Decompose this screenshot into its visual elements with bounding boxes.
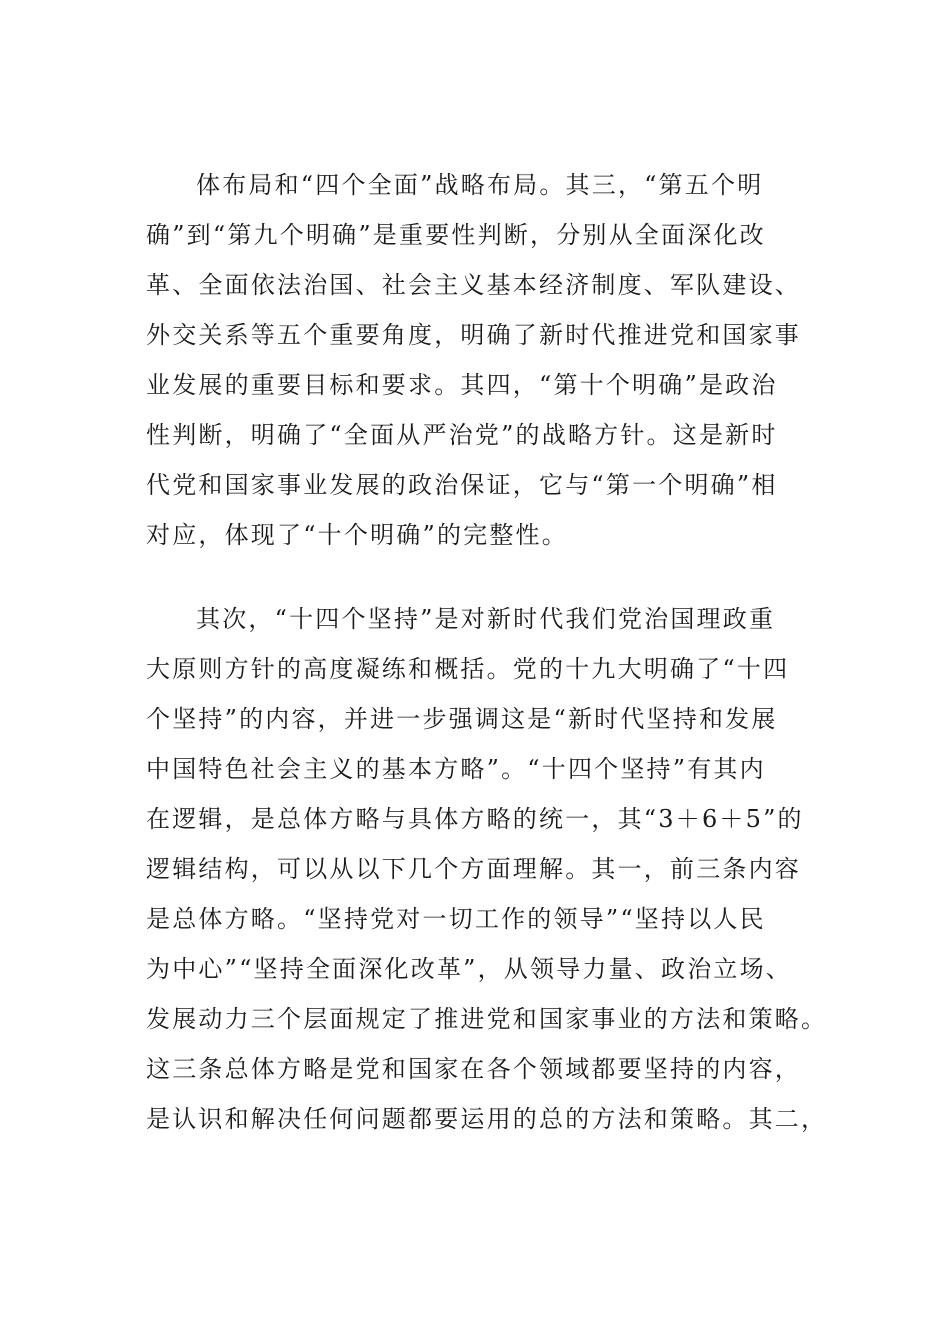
text-line: 个坚持”的内容，并进一步强调这是“新时代坚持和发展 xyxy=(146,705,778,733)
text-line: 性判断，明确了“全面从严治党”的战略方针。这是新时 xyxy=(146,421,778,449)
text-line: 业发展的重要目标和要求。其四，“第十个明确”是政治 xyxy=(146,371,778,399)
text-line: 体布局和“四个全面”战略布局。其三，“第五个明 xyxy=(196,171,764,199)
text-line: 代党和国家事业发展的政治保证，它与“第一个明确”相 xyxy=(146,471,778,499)
text-line: 其次，“十四个坚持”是对新时代我们党治国理政重 xyxy=(196,605,776,633)
text-line: 是总体方略。“坚持党对一切工作的领导”“坚持以人民 xyxy=(146,905,766,933)
text-line: 确”到“第九个明确”是重要性判断，分别从全面深化改 xyxy=(146,221,766,249)
text-line: 这三条总体方略是党和国家在各个领域都要坚持的内容， xyxy=(146,1055,801,1083)
text-line: 革、全面依法治国、社会主义基本经济制度、军队建设、 xyxy=(146,271,801,299)
text-line: 发展动力三个层面规定了推进党和国家事业的方法和策略。 xyxy=(146,1005,828,1033)
text-line: 为中心”“坚持全面深化改革”，从领导力量、政治立场、 xyxy=(146,955,793,983)
text-line: 对应，体现了“十个明确”的完整性。 xyxy=(146,521,568,549)
text-line: 大原则方针的高度凝练和概括。党的十九大明确了“十四 xyxy=(146,655,790,683)
text-line: 中国特色社会主义的基本方略”。“十四个坚持”有其内 xyxy=(146,755,766,783)
text-line: 逻辑结构，可以从以下几个方面理解。其一，前三条内容 xyxy=(146,855,801,883)
text-line: 是认识和解决任何问题都要运用的总的方法和策略。其二， xyxy=(146,1105,828,1133)
text-line: 外交关系等五个重要角度，明确了新时代推进党和国家事 xyxy=(146,321,801,349)
text-line: 在逻辑，是总体方略与具体方略的统一，其“3＋6＋5”的 xyxy=(146,805,804,833)
